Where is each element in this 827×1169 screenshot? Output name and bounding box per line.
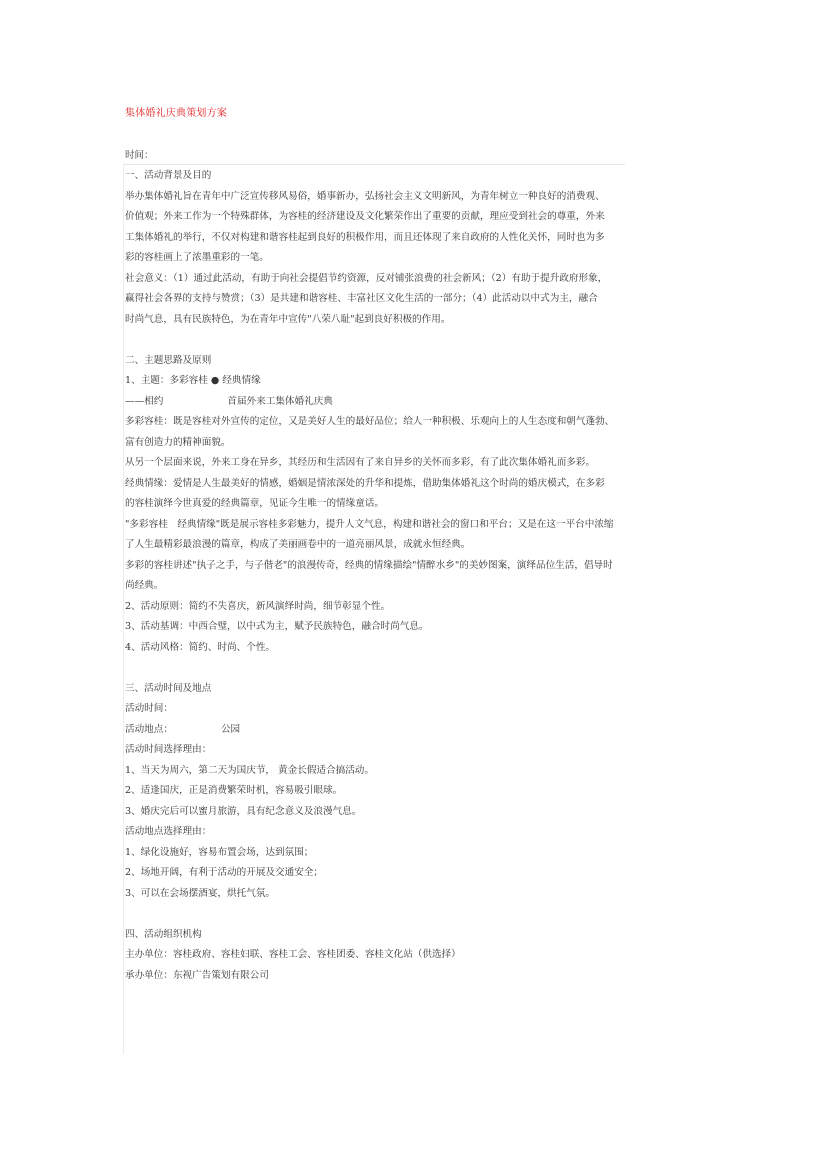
time-label: 时间： bbox=[125, 150, 154, 161]
list-item: 1、当天为周六，第二天为国庆节， 黄金长假适合搞活动。 bbox=[125, 764, 374, 776]
paragraph-line: 了人生最精彩最浪漫的篇章，构成了美丽画卷中的一道亮丽风景，成就永恒经典。 bbox=[125, 539, 471, 550]
theme-line: 1、主题：多彩容桂 ● 经典情缘 bbox=[125, 375, 261, 386]
host-units: 主办单位：容桂政府、容桂妇联、容桂工会、容桂团委、容桂文化站（供选择） bbox=[125, 949, 461, 960]
paragraph-line: 尚经典。 bbox=[125, 580, 164, 591]
paragraph-line: 举办集体婚礼旨在青年中广泛宣传移风易俗，婚事新办，弘扬社会主义文明新风，为青年树立一种良好的消费观、 bbox=[125, 190, 605, 202]
principle-line: 2、活动原则：简约不失喜庆，新风演绎时尚，细节彰显个性。 bbox=[125, 600, 391, 612]
blank-line bbox=[125, 658, 620, 679]
place-value: 公园 bbox=[220, 723, 241, 735]
style-line: 4、活动风格：简约、时尚、个性。 bbox=[125, 641, 276, 653]
paragraph-line: 富有创造力的精神面貌。 bbox=[125, 436, 231, 448]
paragraph-line: 多彩的容桂讲述"执子之手，与子偕老"的浪漫传奇，经典的情缘描绘"情醉水乡"的美妙图案，演绎品位生活，倡导时 bbox=[125, 559, 613, 571]
left-margin-rule bbox=[123, 164, 124, 1054]
time-reason-heading: 活动时间选择理由： bbox=[125, 744, 212, 755]
section-2-heading: 二、主题思路及原则 bbox=[125, 354, 212, 366]
list-item: 3、婚庆完后可以蜜月旅游，具有纪念意义及浪漫气息。 bbox=[125, 805, 362, 817]
paragraph-line: 多彩容桂：既是容桂对外宣传的定位，又是美好人生的最好品位；给人一种积极、乐观向上的人生态度和朝气蓬勃、 bbox=[125, 416, 615, 427]
activity-place bbox=[125, 720, 620, 741]
paragraph-line: "多彩容桂 经典情缘"既是展示容桂多彩魅力，提升人文气息，构建和谐社会的窗口和平台；又是在这一平台中浓缩 bbox=[125, 518, 614, 530]
document-body bbox=[125, 166, 620, 986]
organizer-unit: 承办单位：东视广告策划有限公司 bbox=[125, 969, 269, 981]
place-reason-heading: 活动地点选择理由： bbox=[125, 826, 212, 837]
paragraph-line: 社会意义：（1）通过此活动，有助于向社会提倡节约资源，反对铺张浪费的社会新风；（2）有助于提升政府形象， bbox=[125, 272, 608, 284]
list-item: 2、适逢国庆，正是消费繁荣时机，容易吸引眼球。 bbox=[125, 785, 343, 796]
blank-line bbox=[125, 904, 620, 925]
subtitle-text: 首届外来工集体婚礼庆典 bbox=[227, 395, 333, 407]
paragraph-line: 从另一个层面来说，外来工身在异乡，其经历和生活因有了来自异乡的关怀而多彩，有了此次集体婚礼而多彩。 bbox=[125, 457, 596, 468]
activity-time: 活动时间： bbox=[125, 703, 173, 714]
document-title: 集体婚礼庆典策划方案 bbox=[125, 108, 227, 119]
paragraph-line: 经典情缘：爱情是人生最美好的情感，婚姻是情浓深处的升华和提炼，借助集体婚礼这个时尚的婚庆模式，在多彩 bbox=[125, 477, 605, 489]
section-3-heading: 三、活动时间及地点 bbox=[125, 682, 212, 694]
paragraph-line: 彩的容桂画上了浓墨重彩的一笔。 bbox=[125, 252, 269, 263]
paragraph-line: 赢得社会各界的支持与赞赏；（3）是共建和谐容桂、丰富社区文化生活的一部分；（4）此活动以中式为主，融合 bbox=[125, 293, 598, 304]
list-item: 3、可以在会场摆酒宴，烘托气氛。 bbox=[125, 887, 276, 899]
section-4-heading: 四、活动组织机构 bbox=[125, 928, 202, 940]
section-1-heading: 一、活动背景及目的 bbox=[125, 170, 212, 181]
blank-line bbox=[125, 330, 620, 351]
paragraph-line: 工集体婚礼的举行，不仅对构建和谐容桂起到良好的积极作用，而且还体现了来自政府的人性化关怀，同时也为多 bbox=[125, 231, 605, 243]
paragraph-line: 价值观；外来工作为一个特殊群体，为容桂的经济建设及文化繁荣作出了重要的贡献，理应受到社会的尊重，外来 bbox=[125, 211, 605, 222]
header-divider bbox=[123, 164, 625, 165]
subtitle-line bbox=[125, 392, 620, 413]
paragraph-line: 时尚气息，具有民族特色，为在青年中宣传"八荣八耻"起到良好积极的作用。 bbox=[125, 313, 451, 325]
subtitle-prefix: ——相约 bbox=[125, 395, 164, 407]
tone-line: 3、活动基调：中西合璧，以中式为主，赋予民族特色，融合时尚气息。 bbox=[125, 621, 429, 632]
place-label: 活动地点： bbox=[125, 723, 173, 735]
list-item: 1、绿化设施好，容易布置会场，达到氛围； bbox=[125, 846, 314, 858]
paragraph-line: 的容桂演绎今世真爱的经典篇章，见证今生唯一的情缘童话。 bbox=[125, 498, 385, 509]
list-item: 2、场地开阔，有利于活动的开展及交通安全； bbox=[125, 867, 323, 878]
